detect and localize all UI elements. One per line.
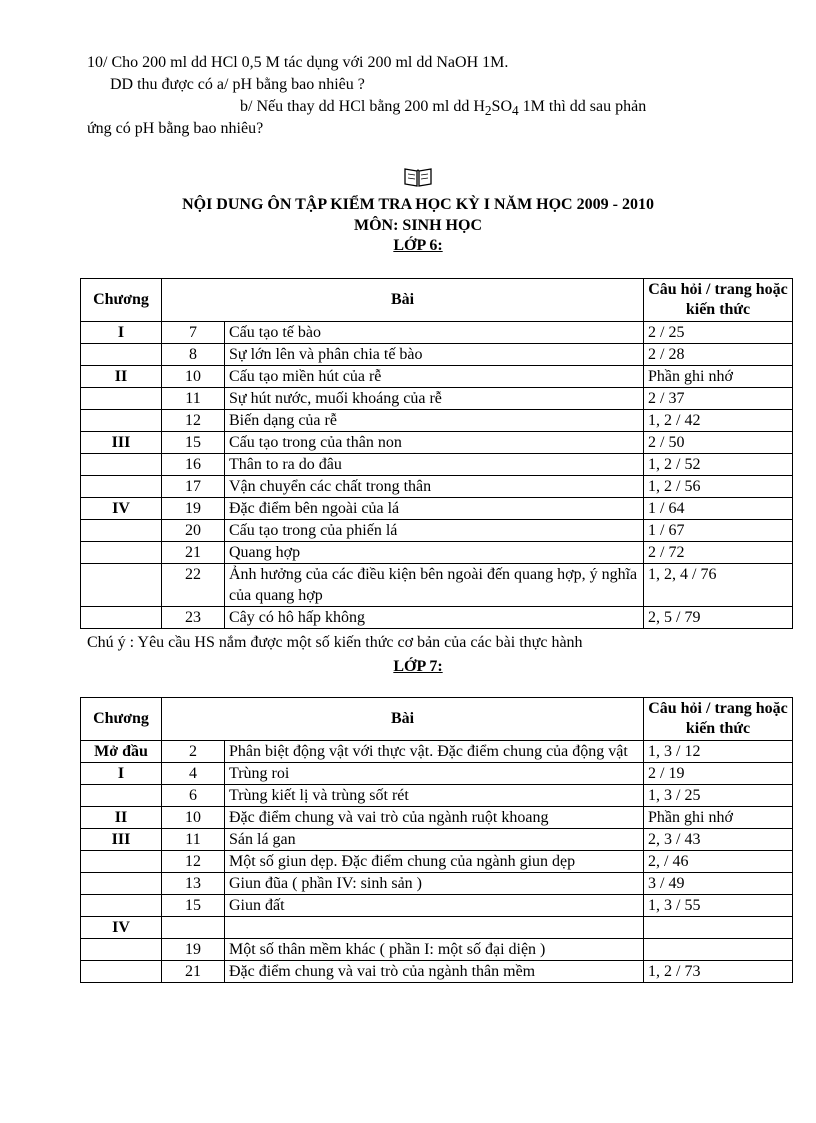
chapter-cell	[81, 454, 162, 476]
lesson-title-cell: Ảnh hưởng của các điều kiện bên ngoài đến quang hợp, ý nghĩa của quang hợp	[225, 564, 644, 607]
lesson-number-cell	[162, 917, 225, 939]
chapter-cell	[81, 476, 162, 498]
question-cell: 1 / 67	[644, 520, 793, 542]
question-cell: 1, 2 / 52	[644, 454, 793, 476]
chapter-cell	[81, 785, 162, 807]
lesson-number-cell: 11	[162, 388, 225, 410]
lesson-number-cell: 21	[162, 542, 225, 564]
lesson-number-cell: 12	[162, 851, 225, 873]
lesson-title-cell: Sán lá gan	[225, 829, 644, 851]
chapter-cell	[81, 344, 162, 366]
question-cell: 2, 3 / 43	[644, 829, 793, 851]
chapter-cell: I	[81, 763, 162, 785]
lesson-number-cell: 8	[162, 344, 225, 366]
header-cauhoi: Câu hỏi / trang hoặc kiến thức	[644, 698, 793, 741]
chapter-cell: IV	[81, 498, 162, 520]
chapter-cell: Mở đầu	[81, 741, 162, 763]
exercise-line-1: 10/ Cho 200 ml dd HCl 0,5 M tác dụng với 200 ml dd NaOH 1M.	[87, 54, 509, 71]
lesson-title-cell: Phân biệt động vật với thực vật. Đặc điểm chung của động vật	[225, 741, 644, 763]
chapter-cell: IV	[81, 917, 162, 939]
lesson-title-cell: Giun đũa ( phần IV: sinh sản )	[225, 873, 644, 895]
lesson-title-cell: Cây có hô hấp không	[225, 607, 644, 629]
question-cell: 2 / 72	[644, 542, 793, 564]
lesson-number-cell: 17	[162, 476, 225, 498]
lesson-title-cell: Cấu tạo trong của phiến lá	[225, 520, 644, 542]
lesson-number-cell: 7	[162, 322, 225, 344]
subject-title: MÔN: SINH HỌC	[354, 217, 482, 234]
table-row	[81, 873, 793, 895]
question-cell: 1 / 64	[644, 498, 793, 520]
lop6-note: Chú ý : Yêu cầu HS nắm được một số kiến thức cơ bản của các bài thực hành	[87, 634, 583, 651]
lesson-number-cell: 4	[162, 763, 225, 785]
table-row	[81, 432, 793, 454]
chapter-cell	[81, 410, 162, 432]
table-row	[81, 476, 793, 498]
table-row	[81, 961, 793, 983]
question-cell: 1, 2 / 73	[644, 961, 793, 983]
lesson-number-cell: 21	[162, 961, 225, 983]
lesson-number-cell: 23	[162, 607, 225, 629]
lesson-title-cell: Thân to ra do đâu	[225, 454, 644, 476]
chapter-cell: II	[81, 807, 162, 829]
header-cauhoi: Câu hỏi / trang hoặc kiến thức	[644, 279, 793, 322]
table-row	[81, 454, 793, 476]
lop6-heading: LỚP 6:	[393, 237, 443, 254]
lop6-table	[80, 278, 793, 629]
question-cell	[644, 939, 793, 961]
chapter-cell	[81, 542, 162, 564]
header-bai: Bài	[162, 279, 644, 322]
lesson-title-cell: Đặc điểm bên ngoài của lá	[225, 498, 644, 520]
chapter-cell	[81, 961, 162, 983]
table-row	[81, 785, 793, 807]
chapter-cell: III	[81, 829, 162, 851]
lesson-number-cell: 11	[162, 829, 225, 851]
lesson-number-cell: 15	[162, 895, 225, 917]
table-row	[81, 498, 793, 520]
lesson-number-cell: 10	[162, 366, 225, 388]
open-book-icon	[403, 166, 433, 188]
chapter-cell	[81, 851, 162, 873]
chapter-cell	[81, 520, 162, 542]
lesson-title-cell	[225, 917, 644, 939]
table-row	[81, 741, 793, 763]
question-cell: 1, 3 / 12	[644, 741, 793, 763]
question-cell: 3 / 49	[644, 873, 793, 895]
lesson-title-cell: Đặc điểm chung và vai trò của ngành ruột khoang	[225, 807, 644, 829]
lesson-number-cell: 20	[162, 520, 225, 542]
exercise-line-3: b/ Nếu thay dd HCl bằng 200 ml dd $H_2SO_4$ 1M thì dd sau phản	[240, 98, 647, 119]
table-row	[81, 851, 793, 873]
lesson-title-cell: Một số thân mềm khác ( phần I: một số đại diện )	[225, 939, 644, 961]
chapter-cell	[81, 388, 162, 410]
lesson-title-cell: Cấu tạo miền hút của rễ	[225, 366, 644, 388]
table-row	[81, 607, 793, 629]
question-cell: 1, 2 / 42	[644, 410, 793, 432]
lop7-heading: LỚP 7:	[393, 658, 443, 675]
exercise-line-4: ứng có pH bằng bao nhiêu?	[87, 120, 264, 137]
header-chuong: Chương	[81, 279, 162, 322]
table-row	[81, 895, 793, 917]
lesson-number-cell: 22	[162, 564, 225, 607]
question-cell: Phần ghi nhớ	[644, 366, 793, 388]
chapter-cell: I	[81, 322, 162, 344]
question-cell: 2 / 28	[644, 344, 793, 366]
lesson-number-cell: 6	[162, 785, 225, 807]
lesson-number-cell: 10	[162, 807, 225, 829]
lesson-number-cell: 15	[162, 432, 225, 454]
lesson-title-cell: Trùng kiết lị và trùng sốt rét	[225, 785, 644, 807]
lesson-title-cell: Sự lớn lên và phân chia tế bào	[225, 344, 644, 366]
table-row	[81, 520, 793, 542]
exercise-line-2: DD thu được có a/ pH bằng bao nhiêu ?	[110, 76, 365, 93]
table-row	[81, 542, 793, 564]
lesson-number-cell: 16	[162, 454, 225, 476]
lesson-number-cell: 19	[162, 939, 225, 961]
table-row	[81, 564, 793, 607]
question-cell: 1, 2, 4 / 76	[644, 564, 793, 607]
chapter-cell: II	[81, 366, 162, 388]
lesson-title-cell: Quang hợp	[225, 542, 644, 564]
question-cell: 2 / 50	[644, 432, 793, 454]
table-row	[81, 917, 793, 939]
question-cell: Phần ghi nhớ	[644, 807, 793, 829]
lesson-title-cell: Vận chuyển các chất trong thân	[225, 476, 644, 498]
chapter-cell	[81, 564, 162, 607]
lesson-number-cell: 2	[162, 741, 225, 763]
header-chuong: Chương	[81, 698, 162, 741]
table-row	[81, 763, 793, 785]
lesson-title-cell: Đặc điểm chung và vai trò của ngành thân mềm	[225, 961, 644, 983]
question-cell: 1, 3 / 55	[644, 895, 793, 917]
lesson-title-cell: Trùng roi	[225, 763, 644, 785]
lesson-title-cell: Giun đất	[225, 895, 644, 917]
lesson-number-cell: 19	[162, 498, 225, 520]
lesson-title-cell: Cấu tạo tế bào	[225, 322, 644, 344]
document-title: NỘI DUNG ÔN TẬP KIỂM TRA HỌC KỲ I NĂM HỌC 2009 - 2010	[182, 196, 654, 213]
table-row	[81, 388, 793, 410]
chapter-cell	[81, 939, 162, 961]
chapter-cell	[81, 895, 162, 917]
table-row	[81, 322, 793, 344]
table-row	[81, 410, 793, 432]
lop7-table	[80, 697, 793, 983]
question-cell: 2, 5 / 79	[644, 607, 793, 629]
header-bai: Bài	[162, 698, 644, 741]
table-row	[81, 807, 793, 829]
lesson-title-cell: Biến dạng của rễ	[225, 410, 644, 432]
question-cell: 2 / 19	[644, 763, 793, 785]
table-row	[81, 366, 793, 388]
chapter-cell	[81, 607, 162, 629]
lesson-number-cell: 12	[162, 410, 225, 432]
question-cell: 2 / 37	[644, 388, 793, 410]
question-cell: 2, / 46	[644, 851, 793, 873]
lesson-title-cell: Cấu tạo trong của thân non	[225, 432, 644, 454]
question-cell: 1, 3 / 25	[644, 785, 793, 807]
table-row	[81, 344, 793, 366]
lesson-number-cell: 13	[162, 873, 225, 895]
chapter-cell	[81, 873, 162, 895]
table-row	[81, 939, 793, 961]
table-row	[81, 829, 793, 851]
question-cell: 2 / 25	[644, 322, 793, 344]
lesson-title-cell: Sự hút nước, muối khoáng của rễ	[225, 388, 644, 410]
chapter-cell: III	[81, 432, 162, 454]
question-cell	[644, 917, 793, 939]
lesson-title-cell: Một số giun dẹp. Đặc điểm chung của ngành giun dẹp	[225, 851, 644, 873]
question-cell: 1, 2 / 56	[644, 476, 793, 498]
